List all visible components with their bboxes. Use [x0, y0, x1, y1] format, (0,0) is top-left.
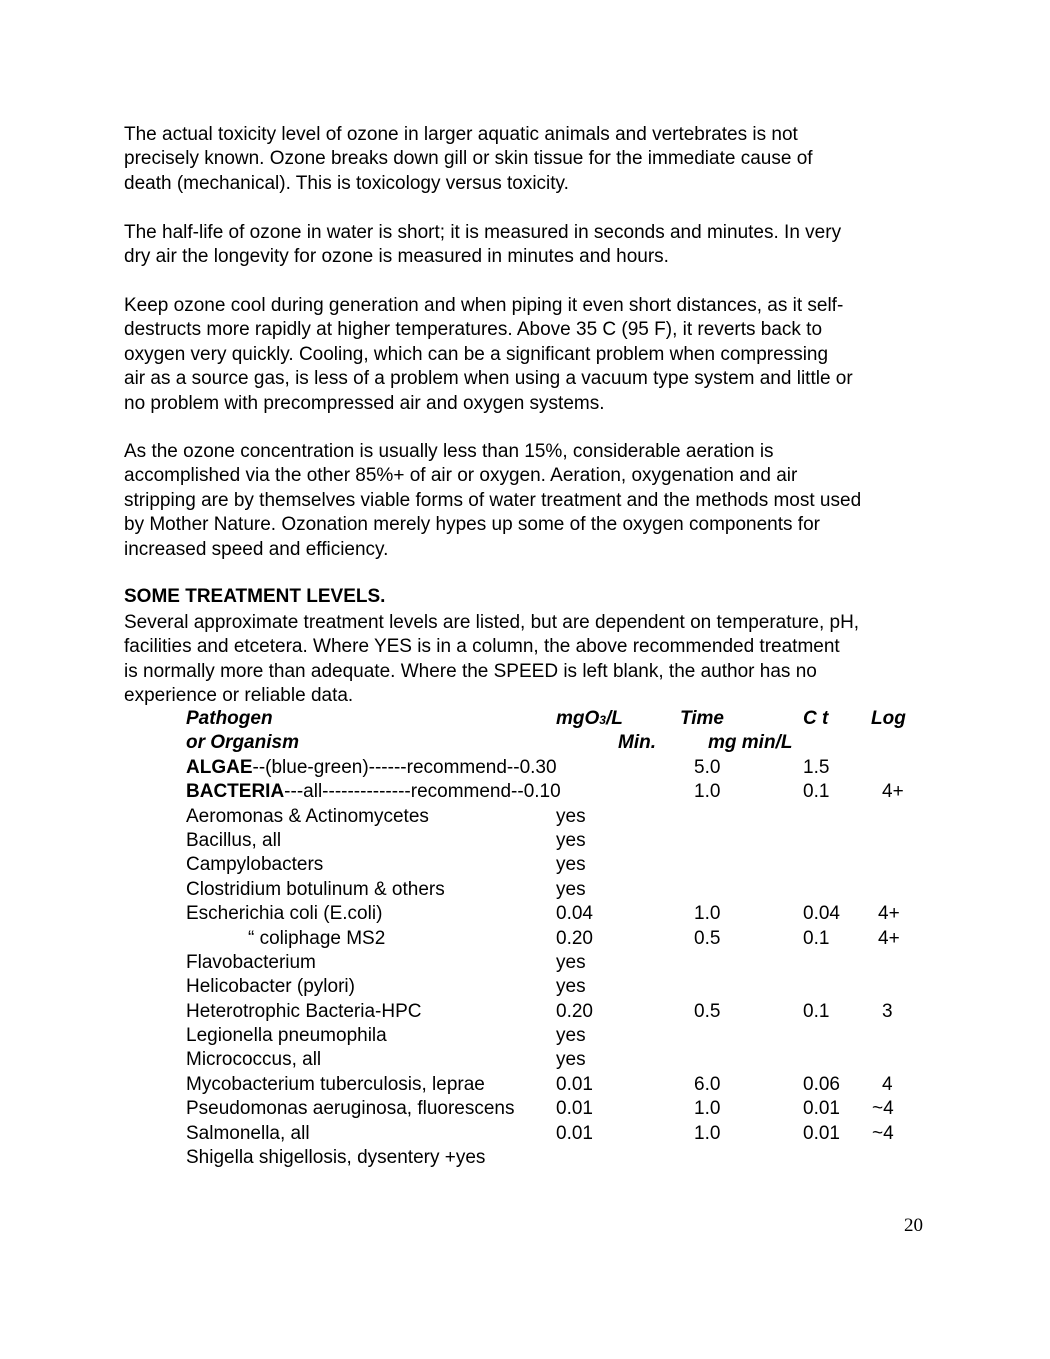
row-mg: yes: [556, 878, 586, 900]
row-name: Shigella shigellosis, dysentery +yes: [186, 1147, 486, 1169]
text-line: death (mechanical). This is toxicology versus toxicity.: [124, 172, 569, 194]
text-line: stripping are by themselves viable forms of water treatment and the methods most used: [124, 489, 862, 511]
table-row: [186, 1097, 926, 1121]
row-name: [186, 756, 557, 780]
table-header-row: [186, 731, 926, 755]
row-name: Micrococcus, all: [186, 1049, 322, 1071]
row-log: 4+: [878, 927, 900, 949]
header-ct: C t: [803, 708, 829, 729]
row-log: 4: [882, 1073, 893, 1095]
text-line: air as a source gas, is less of a problem when using a vacuum type system and little or: [124, 368, 853, 390]
row-log: 3: [882, 1000, 893, 1022]
text-line: oxygen very quickly. Cooling, which can be a significant problem when compressing: [124, 343, 829, 365]
paragraph-cooling: [124, 294, 934, 416]
row-name-bold: BACTERIA: [186, 781, 285, 803]
paragraph-toxicity: [124, 123, 934, 196]
row-time: 1.0: [694, 1098, 721, 1120]
row-ct: 0.06: [803, 1073, 840, 1095]
row-name: Pseudomonas aeruginosa, fluorescens: [186, 1098, 515, 1120]
row-mg: 0.20: [556, 1000, 593, 1022]
header-mg-subscript: 3: [599, 713, 606, 727]
row-time: 1.0: [694, 903, 721, 925]
treatment-levels-table: [186, 707, 926, 1170]
header-time: Time: [680, 708, 725, 729]
row-log: ~4: [872, 1122, 894, 1144]
table-row: [186, 1000, 926, 1024]
text-line: accomplished via the other 85%+ of air or oxygen. Aeration, oxygenation and air: [124, 465, 798, 487]
row-name-rest: ---all--------------recommend--0.10: [284, 781, 561, 803]
row-ct: 0.04: [803, 903, 840, 925]
row-mg: yes: [556, 829, 586, 851]
row-time: 1.0: [694, 1122, 721, 1144]
text-line: by Mother Nature. Ozonation merely hypes up some of the oxygen components for: [124, 514, 820, 536]
table-row: [186, 1073, 926, 1097]
row-time: 6.0: [694, 1073, 721, 1095]
row-log: 4+: [878, 903, 900, 925]
row-name-bold: ALGAE: [186, 756, 253, 778]
table-row: [186, 1122, 926, 1146]
row-ct: 0.1: [803, 781, 830, 803]
row-time: 0.5: [694, 1000, 721, 1022]
text-line: is normally more than adequate. Where the SPEED is left blank, the author has no: [124, 660, 817, 682]
row-name: Escherichia coli (E.coli): [186, 903, 383, 925]
text-line: The actual toxicity level of ozone in larger aquatic animals and vertebrates is not: [124, 124, 798, 145]
row-name: Aeromonas & Actinomycetes: [186, 805, 429, 827]
table-body: [186, 805, 926, 1146]
row-mg: 0.01: [556, 1122, 593, 1144]
row-ct: 1.5: [803, 756, 830, 778]
table-row: [186, 878, 926, 902]
row-name: Clostridium botulinum & others: [186, 878, 445, 900]
row-name: Legionella pneumophila: [186, 1025, 387, 1047]
table-row: [186, 902, 926, 926]
row-mg: yes: [556, 976, 586, 998]
header-mg-part: mgO: [556, 708, 600, 729]
row-name: [186, 780, 561, 804]
paragraph-aeration: [124, 440, 934, 562]
row-mg: yes: [556, 854, 586, 876]
text-line: precisely known. Ozone breaks down gill or skin tissue for the immediate cause of: [124, 148, 813, 170]
row-mg: yes: [556, 1025, 586, 1047]
table-row-bacteria: [186, 780, 926, 804]
row-mg: 0.01: [556, 1073, 593, 1095]
row-ct: 0.01: [803, 1122, 840, 1144]
row-ct: 0.1: [803, 1000, 830, 1022]
paragraph-half-life: [124, 221, 934, 270]
header-mg-o3-per-l: [556, 707, 623, 732]
text-line: Keep ozone cool during generation and when piping it even short distances, as it self-: [124, 295, 844, 316]
table-row: [186, 1024, 926, 1048]
text-line: The half-life of ozone in water is short; it is measured in seconds and minutes. In very: [124, 222, 842, 243]
section-intro: [124, 611, 934, 709]
table-row: [186, 951, 926, 975]
table-row: [186, 853, 926, 877]
row-ct: 0.01: [803, 1098, 840, 1120]
section-heading: SOME TREATMENT LEVELS.: [124, 586, 386, 607]
row-name: Bacillus, all: [186, 829, 282, 851]
text-line: dry air the longevity for ozone is measured in minutes and hours.: [124, 246, 669, 268]
row-mg: yes: [556, 805, 586, 827]
row-name: “ coliphage MS2: [248, 927, 386, 949]
text-line: facilities and etcetera. Where YES is in a column, the above recommended treatment: [124, 636, 840, 658]
row-log: 4+: [882, 781, 904, 803]
header-mg-unit: /L: [605, 708, 623, 729]
row-time: 0.5: [694, 927, 721, 949]
row-time: 5.0: [694, 756, 721, 778]
table-row: [186, 829, 926, 853]
text-line: As the ozone concentration is usually less than 15%, considerable aeration is: [124, 441, 774, 462]
row-mg: 0.01: [556, 1098, 593, 1120]
page-number: 20: [904, 1215, 923, 1236]
row-time: 1.0: [694, 781, 721, 803]
text-line: experience or reliable data.: [124, 685, 354, 707]
text-line: no problem with precompressed air and oxygen systems.: [124, 392, 605, 414]
row-ct: 0.1: [803, 927, 830, 949]
row-name: Flavobacterium: [186, 951, 316, 973]
table-row: [186, 1048, 926, 1072]
text-line: destructs more rapidly at higher temperatures. Above 35 C (95 F), it reverts back to: [124, 319, 823, 341]
header-min: Min.: [618, 732, 656, 754]
row-name: Helicobacter (pylori): [186, 976, 355, 998]
header-organism: or Organism: [186, 732, 299, 754]
header-pathogen: Pathogen: [186, 708, 273, 729]
table-header-row: [186, 707, 926, 731]
row-mg: 0.20: [556, 927, 593, 949]
header-mg-min-per-l: mg min/L: [708, 732, 793, 754]
row-name: Campylobacters: [186, 854, 324, 876]
table-row-algae: [186, 756, 926, 780]
table-row: [186, 805, 926, 829]
table-row-shigella: [186, 1146, 926, 1170]
row-log: ~4: [872, 1098, 894, 1120]
row-name: Salmonella, all: [186, 1122, 310, 1144]
text-line: Several approximate treatment levels are listed, but are dependent on temperature, pH,: [124, 612, 860, 633]
row-mg: yes: [556, 951, 586, 973]
header-log: Log: [871, 708, 906, 729]
table-row: [186, 927, 926, 951]
text-line: increased speed and efficiency.: [124, 538, 389, 560]
table-row: [186, 975, 926, 999]
row-name: Heterotrophic Bacteria-HPC: [186, 1000, 422, 1022]
row-name-rest: --(blue-green)------recommend--0.30: [252, 756, 557, 778]
row-mg: yes: [556, 1049, 586, 1071]
row-name: Mycobacterium tuberculosis, leprae: [186, 1073, 485, 1095]
row-mg: 0.04: [556, 903, 593, 925]
